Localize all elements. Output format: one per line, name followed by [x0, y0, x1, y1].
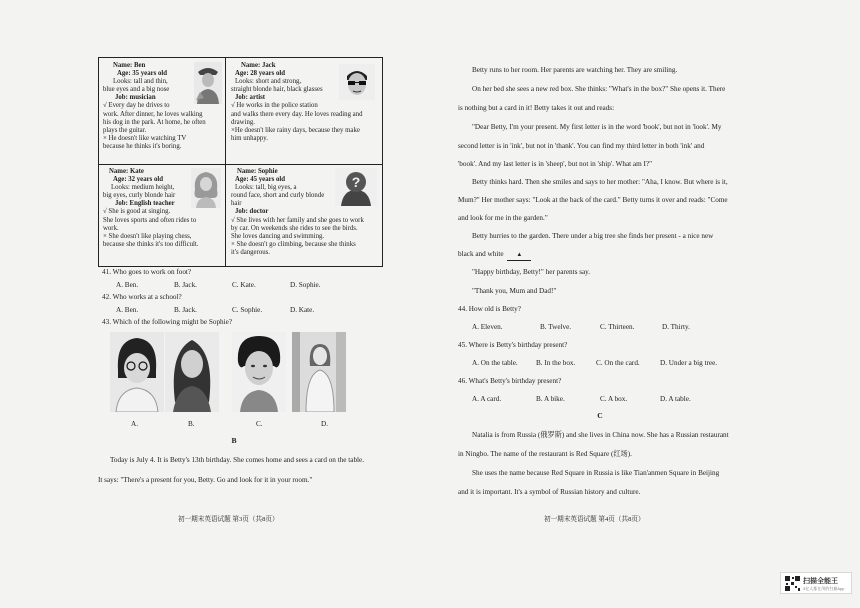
watermark-title: 扫描全能王	[803, 578, 838, 585]
jack-portrait	[339, 64, 375, 100]
option-43-b[interactable]: B.	[188, 420, 195, 428]
table-divider	[225, 58, 226, 266]
passage-b-line: Mum?" Her mother says: "Look at the back of the card." Betty turns it over and reads: "Come	[458, 196, 728, 204]
question-mark-silhouette	[335, 168, 377, 206]
option-42-a[interactable]: A. Ben.	[116, 306, 139, 314]
watermark-subtitle: 3亿人都在用的扫描App	[803, 586, 845, 591]
option-46-d[interactable]: D. A table.	[660, 395, 691, 403]
passage-c-line: Natalia is from Russia (俄罗斯) and she lives in China now. She has a Russian restaurant	[472, 431, 729, 439]
passage-b-line: Betty hurries to the garden. There under a big tree she finds her present - a nice new	[472, 232, 714, 240]
option-44-a[interactable]: A. Eleven.	[472, 323, 503, 331]
page-footer: 初一期末英语试题 第4页（共8页）	[544, 516, 645, 523]
passage-b-line: "Thank you, Mum and Dad!"	[472, 287, 557, 295]
question-42: 42. Who works at a school?	[102, 293, 182, 301]
page-footer: 初一期末英语试题 第3页（共8页）	[178, 516, 279, 523]
question-45: 45. Where is Betty's birthday present?	[458, 341, 568, 349]
answer-blank[interactable]	[507, 250, 531, 261]
option-41-b[interactable]: B. Jack.	[174, 281, 197, 289]
option-42-b[interactable]: B. Jack.	[174, 306, 197, 314]
option-44-c[interactable]: C. Thirteen.	[600, 323, 635, 331]
passage-b-text: black and white	[458, 250, 504, 258]
option-44-b[interactable]: B. Twelve.	[540, 323, 572, 331]
profile-ben: Name: Ben Age: 35 years old Looks: tall and thin, blue eyes and a big nose Job: musician √ Every day he drives to work. After dinner, he loves walking his dog in the park. At home, he often plays the guitar. × He doesn't like watching TV because he thinks it's boring.	[103, 62, 206, 150]
kate-portrait	[191, 168, 221, 208]
passage-b-line: "Happy birthday, Betty!" her parents say.	[472, 268, 591, 276]
profile-table	[98, 57, 383, 267]
passage-b-line: On her bed she sees a new red box. She thinks: "What's in the box?" She opens it. There	[472, 85, 726, 93]
question-44: 44. How old is Betty?	[458, 305, 521, 313]
question-41: 41. Who goes to work on foot?	[102, 268, 192, 276]
passage-c-line: and it is important. It's a symbol of Russian history and culture.	[458, 488, 641, 496]
option-45-b[interactable]: B. In the box.	[536, 359, 576, 367]
option-46-c[interactable]: C. A box.	[600, 395, 628, 403]
option-43-d[interactable]: D.	[321, 420, 328, 428]
passage-b-line: 'book'. And my last letter is in 'sheep', but not in 'ship'. What am I?"	[458, 160, 653, 168]
passage-b-line: is nothing but a card in it! Betty takes it out and reads:	[458, 104, 615, 112]
passage-c-line: She uses the name because Red Square in Russia is like Tian'anmen Square in Beijing	[472, 469, 720, 477]
passage-b-line: "Dear Betty, I'm your present. My first letter is in the word 'book', but not in 'look'. My	[472, 123, 722, 131]
right-page	[430, 0, 860, 608]
photo-d-woman-seated	[292, 332, 346, 412]
photo-c-woman-short-curly-hair	[232, 332, 286, 412]
option-43-c[interactable]: C.	[256, 420, 263, 428]
profile-jack: Name: Jack Age: 28 years old Looks: short and strong, straight blonde hair, black glasses Job: artist √ He works in the police station and walks there every day. He loves reading and drawing. ×He doesn't like rainy days, because they make him unhappy.	[231, 62, 363, 142]
profile-kate: Name: Kate Age: 32 years old Looks: medium height, big eyes, curly blonde hair Job: English teacher √ She is good at singing. She loves sports and often rides to work. × She doesn't like playing chess, because she thinks it's too difficult.	[103, 168, 199, 248]
option-45-d[interactable]: D. Under a big tree.	[660, 359, 718, 367]
option-46-b[interactable]: B. A bike.	[536, 395, 565, 403]
option-44-d[interactable]: D. Thirty.	[662, 323, 690, 331]
option-41-d[interactable]: D. Sophie.	[290, 281, 321, 289]
passage-b-line: and look for me in the garden."	[458, 214, 548, 222]
option-42-d[interactable]: D. Kate.	[290, 306, 315, 314]
passage-b-line: Today is July 4. It is Betty's 13th birthday. She comes home and sees a card on the table.	[110, 456, 365, 464]
svg-text:?: ?	[351, 174, 361, 190]
passage-c-line: in Ningbo. The name of the restaurant is Red Square (红场).	[458, 450, 632, 458]
passage-b-line: Betty runs to her room. Her parents are watching her. They are smiling.	[472, 66, 678, 74]
option-41-a[interactable]: A. Ben.	[116, 281, 139, 289]
question-46: 46. What's Betty's birthday present?	[458, 377, 562, 385]
table-divider	[99, 164, 382, 165]
qr-code-icon	[785, 576, 800, 591]
section-b-heading: B	[231, 436, 237, 445]
option-41-c[interactable]: C. Kate.	[232, 281, 256, 289]
option-45-c[interactable]: C. On the card.	[596, 359, 640, 367]
option-46-a[interactable]: A. A card.	[472, 395, 502, 403]
passage-b-line: Betty thinks hard. Then she smiles and says to her mother: "Aha, I know. But where is it,	[472, 178, 728, 186]
passage-b-line: second letter is in 'ink', but not in 'thank'. You can find my third letter in both 'ink' and	[458, 142, 705, 150]
section-c-heading: C	[597, 411, 603, 420]
option-43-a[interactable]: A.	[131, 420, 138, 428]
profile-sophie: Name: Sophie Age: 45 years old Looks: tall, big eyes, a round face, short and curly blonde hair Job: doctor √ She lives with her family and she goes to work by car. On weekends she rides to see the birds. She loves dancing and swimming. × She doesn't go climbing, because she thinks it's dangerous.	[231, 168, 364, 256]
passage-b-line: It says: "There's a present for you, Betty. Go and look for it in your room."	[98, 476, 313, 484]
option-45-a[interactable]: A. On the table.	[472, 359, 518, 367]
photo-a-girl-glasses	[110, 332, 164, 412]
blank-triangle-icon: ▲	[516, 252, 523, 258]
camscanner-watermark	[780, 572, 852, 594]
photo-b-woman-long-hair	[165, 332, 219, 412]
option-42-c[interactable]: C. Sophie.	[232, 306, 263, 314]
ben-portrait	[194, 62, 222, 104]
question-43: 43. Which of the following might be Sophie?	[102, 318, 233, 326]
passage-b-line	[458, 250, 531, 261]
